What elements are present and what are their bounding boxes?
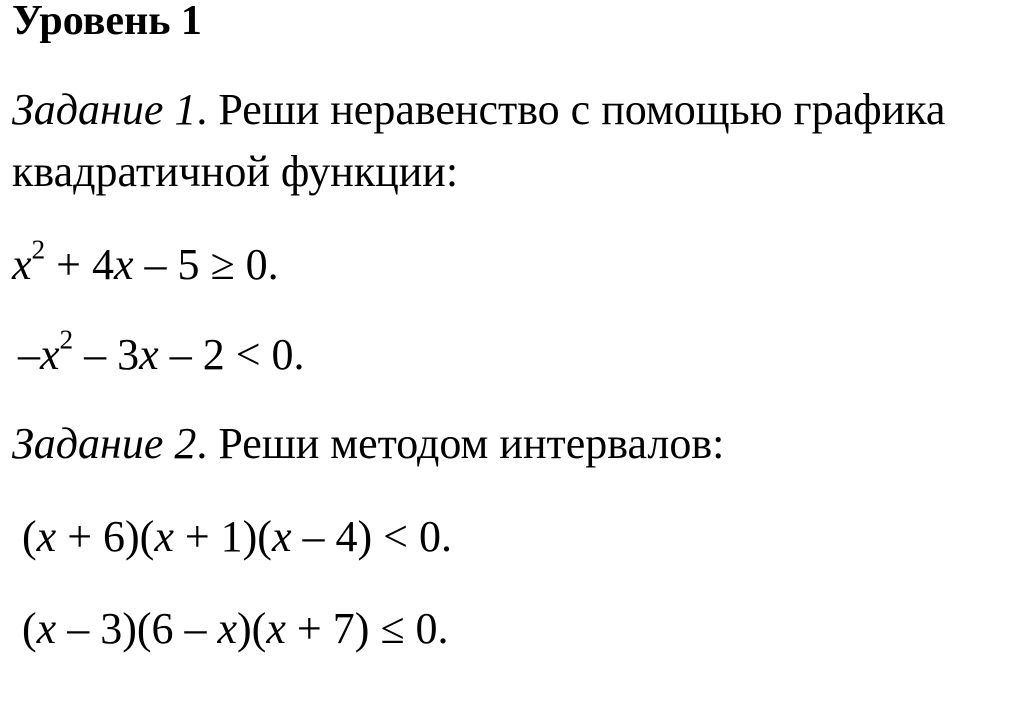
inequality-1: $x^2 + 4x - 5 \ge 0$. xyxy=(12,234,279,289)
inequality-2-variable: –x xyxy=(18,330,60,379)
inequality-2: $-x^2 - 3x - 2 < 0$. xyxy=(18,324,305,379)
inequality-1-variable: x xyxy=(12,240,32,289)
task-2-statement: Задание 2. Реши методом интервалов: xyxy=(12,419,725,468)
task-2-label: Задание 2 xyxy=(12,419,197,468)
inequality-3: (x + 6)(x + 1)(x – 4) < 0. xyxy=(22,512,452,561)
inequality-2-exponent: 2 xyxy=(59,324,74,355)
task-1-statement-continued: квадратичной функции: xyxy=(12,147,459,196)
task-1-text: Реши неравенство с помощью графика xyxy=(218,85,946,134)
task-2-text: Реши методом интервалов: xyxy=(218,419,725,468)
task-1-label: Задание 1 xyxy=(12,85,197,134)
level-heading: Уровень 1 xyxy=(12,0,202,44)
inequality-4: (x – 3)(6 – x)(x + 7) ≤ 0. xyxy=(22,604,449,653)
inequality-1-exponent: 2 xyxy=(31,234,46,265)
task-1-statement: Задание 1. Реши неравенство с помощью графика xyxy=(12,85,946,134)
